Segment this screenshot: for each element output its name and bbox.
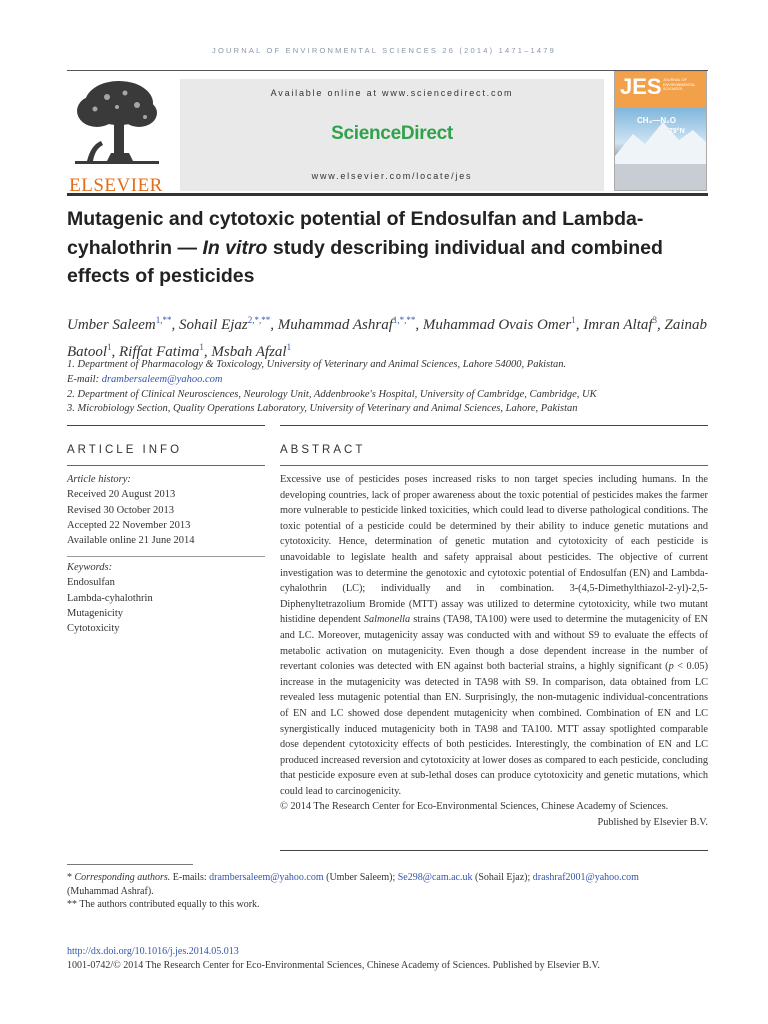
- cover-formula: CH₄—N₂O: [637, 116, 676, 125]
- abstract-publisher: Published by Elsevier B.V.: [597, 817, 708, 829]
- author-list: Umber Saleem$^{1,**}$, Sohail Ejaz$^{2,*,**}$, Muhammad Ashraf$^{1,*,**}$, Muhammad Ovais Omer$^1$, Imran Altaf$^3$, Zainab Batool$^1$, Riffat Fatima$^1$, Msbah Afzal$^1$: [67, 315, 708, 360]
- author-affil-sup[interactable]: 2,*,**: [247, 315, 271, 325]
- cover-latitude: 79°N: [669, 128, 685, 135]
- article-info-heading: ARTICLE INFO: [67, 444, 183, 456]
- issn-copyright: 1001-0742/© 2014 The Research Center for Eco-Environmental Sciences, Chinese Academy of Sciences. Published by Elsevier B.V.: [67, 959, 600, 971]
- cover-subtitle: JOURNAL OF ENVIRONMENTAL SCIENCES: [663, 78, 696, 91]
- elsevier-wordmark: ELSEVIER: [69, 175, 163, 196]
- cover-brand: JES: [620, 74, 662, 99]
- footnotes: [67, 871, 708, 912]
- sciencedirect-logo[interactable]: ScienceDirect: [331, 123, 453, 144]
- abstract-italic: p: [668, 661, 674, 673]
- divider: [67, 556, 265, 557]
- keyword: Endosulfan: [67, 577, 115, 589]
- history-label: Article history:: [67, 474, 131, 485]
- affiliations: [67, 358, 708, 417]
- corresponding-footnote: * Corresponding authors. E-mails: drambersaleem@yahoo.com (Umber Saleem); Se298@cam.ac.uk (Sohail Ejaz); drashraf2001@yahoo.com (Muhammad Ashraf).: [67, 872, 639, 897]
- abstract-heading: ABSTRACT: [280, 444, 366, 456]
- title-part2: study describing individual and combined effects of pesticides: [67, 236, 663, 287]
- divider: [67, 465, 265, 466]
- journal-citation: JOURNAL OF ENVIRONMENTAL SCIENCES 26 (2014) 1471–1479: [212, 46, 556, 55]
- author-name: Muhammad Ovais Omer: [422, 317, 572, 333]
- keywords: [67, 560, 265, 636]
- divider: [280, 425, 708, 426]
- journal-url[interactable]: www.elsevier.com/locate/jes: [311, 171, 473, 181]
- keywords-label: Keywords:: [67, 562, 113, 573]
- divider: [280, 850, 708, 851]
- abstract-text: Excessive use of pesticides poses increased risks to non target species including humans. In the developing countries, lack of proper awareness about the toxic potential of pesticides makes the farmer more vulnerable to pesticide linked toxicities, which could lead to diverse pathological conditions. The toxic potential of a pesticide could be determined by their ability to induce genetic mutations and cytotoxicity. Hence, determination of genetic mutation and cytotoxicity of each pesticide is unavoidable to legislate health and safety appraisal about pesticides. The objective of current investigation was to determine the genotoxic and cytotoxic potential of Endosulfan (EN) and Lambda-cyhalothrin (LC); individually and in combination. 3-(4,5-Dimethylthiazol-2-yl)-2,5-Diphenyltetrazolium Bromide (MTT) assay was utilized to determine cytotoxicity, while two mutant histidine dependent Salmonella strains (TA98, TA100) were used to determine the mutagenicity of EN and LC. Moreover, mutagenicity assay was conducted with and without S9 to evaluate the effects of metabolic activation on mutagenicity. Even though a dose dependent increase in the number of revertant colonies was detected with EN against both bacterial strains, a highly significant (p < 0.05) increase in the mutagenicity was detected in TA98 with S9. In comparison, data obtained from LC revealed less mutagenic potential than EN. Surprisingly, the non-mutagenic individual-concentrations of EN and LC showed dose dependent mutagenicity when combined. Combination of EN and LC synergistically induced mutagenicity both in TA98 and TA100. MTT assay spotlighted comparable dose dependent cytotoxicity effects of both pesticides. Interestingly, the combination of EN and LC produced increased reversion and cytotoxicity at lower doses as compared to each pesticide, concluding that pesticide exposure even at sub-lethal doses can produce cytotoxicity and genetic mutations, which could lead to carcinogenicity.: [280, 474, 708, 797]
- online-date: Available online 21 June 2014: [67, 535, 195, 547]
- corresponding-label: Corresponding authors.: [74, 872, 171, 883]
- author-name: Imran Altaf: [583, 317, 653, 333]
- keyword: Mutagenicity: [67, 607, 123, 619]
- title-italic: In vitro: [202, 236, 268, 259]
- author-affil-sup[interactable]: 1,*,**: [392, 315, 416, 325]
- revised-date: Revised 30 October 2013: [67, 504, 175, 516]
- title-part1: Mutagenic and cytotoxic potential of Endosulfan and Lambda-cyhalothrin —: [67, 208, 644, 259]
- author-affil-sup[interactable]: 1: [286, 342, 292, 352]
- abstract-copyright: © 2014 The Research Center for Eco-Environmental Sciences, Chinese Academy of Sciences.: [280, 801, 669, 813]
- author-name: Riffat Fatima: [119, 344, 200, 360]
- author-name: Msbah Afzal: [211, 344, 287, 360]
- doi-link[interactable]: http://dx.doi.org/10.1016/j.jes.2014.05.013: [67, 946, 239, 957]
- equal-contribution-footnote: ** The authors contributed equally to this work.: [67, 899, 260, 910]
- author-affil-sup[interactable]: 1: [571, 315, 576, 325]
- email-link[interactable]: drashraf2001@yahoo.com: [532, 872, 639, 883]
- affiliation-email: [67, 373, 708, 388]
- footnote-rule: [67, 864, 193, 865]
- email-link[interactable]: Se298@cam.ac.uk: [397, 872, 473, 883]
- author-affil-sup[interactable]: 3: [652, 315, 658, 325]
- affiliation-1: 1. Department of Pharmacology & Toxicology, University of Veterinary and Animal Sciences, Lahore 54000, Pakistan.: [67, 359, 567, 370]
- keyword: Lambda-cyhalothrin: [67, 592, 153, 604]
- email-label: E-mail:: [67, 373, 102, 385]
- cover-mountain-icon: [615, 72, 707, 191]
- author-name: Zainab Batool: [67, 317, 708, 360]
- email-link[interactable]: drambersaleem@yahoo.com: [209, 872, 324, 883]
- divider: [280, 465, 708, 466]
- author-name: Muhammad Ashraf: [277, 317, 393, 333]
- sciencedirect-banner: [180, 79, 604, 191]
- affiliation-3: 3. Microbiology Section, Quality Operations Laboratory, University of Veterinary and Animal Sciences, Lahore, Pakistan: [67, 403, 578, 415]
- author-affil-sup[interactable]: 1: [107, 342, 112, 352]
- author-affil-sup[interactable]: 1: [199, 342, 204, 352]
- abstract-body: [280, 472, 708, 831]
- elsevier-tree-logo: [67, 75, 165, 196]
- received-date: Received 20 August 2013: [67, 489, 176, 501]
- author-affil-sup[interactable]: 1,**: [155, 315, 172, 325]
- divider: [67, 425, 265, 426]
- email-link[interactable]: drambersaleem@yahoo.com: [101, 373, 223, 385]
- affiliation-2: 2. Department of Clinical Neurosciences, Neurology Unit, Addenbrooke's Hospital, University of Cambridge, Cambridge, UK: [67, 388, 597, 400]
- author-name: Umber Saleem: [67, 317, 156, 333]
- masthead: [67, 70, 708, 196]
- doi-block: [67, 945, 708, 973]
- author-name: Sohail Ejaz: [178, 317, 248, 333]
- article-history: [67, 472, 265, 548]
- accepted-date: Accepted 22 November 2013: [67, 519, 191, 531]
- journal-cover-image: [614, 71, 707, 191]
- abstract-italic: Salmonella: [363, 614, 411, 626]
- article-title: [67, 205, 708, 291]
- keyword: Cytotoxicity: [67, 623, 120, 635]
- available-online-text: Available online at www.sciencedirect.com: [270, 88, 514, 98]
